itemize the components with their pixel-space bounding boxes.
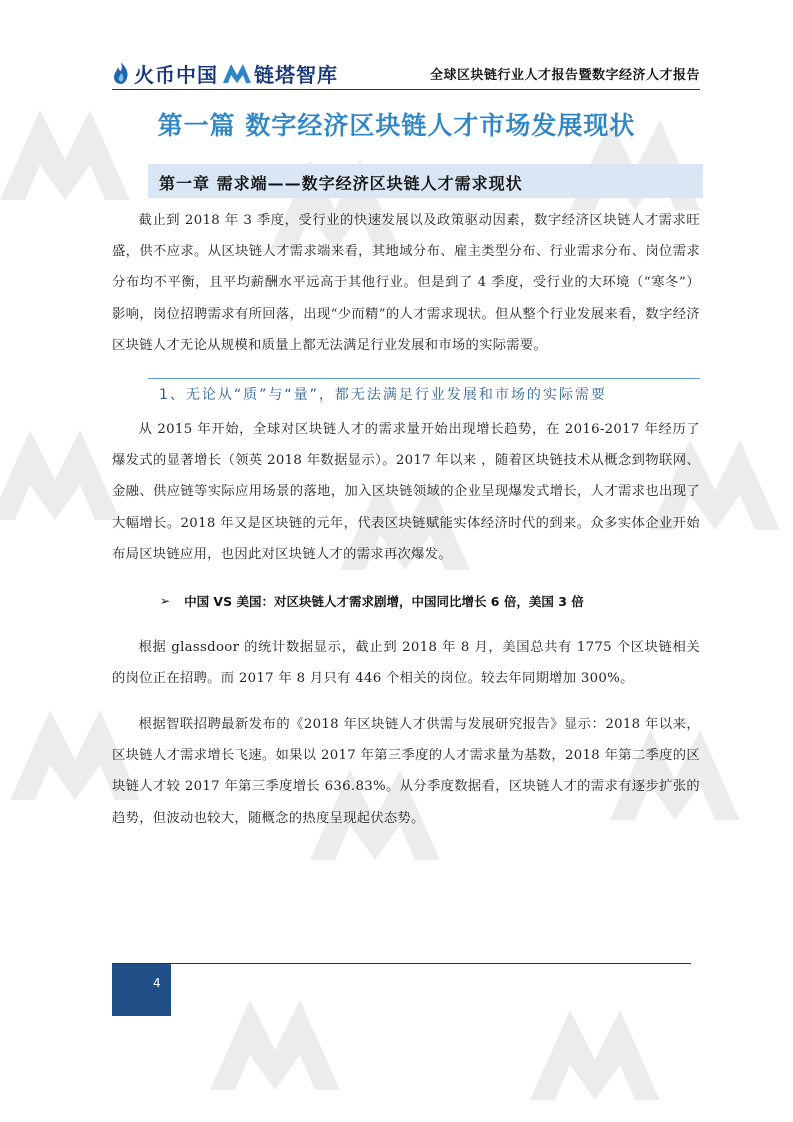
arrow-bullet-icon: ➢ <box>160 594 171 608</box>
footer-divider <box>112 963 691 964</box>
watermark-logo-icon <box>0 420 130 530</box>
bullet-point <box>160 592 584 610</box>
header-divider <box>112 89 700 90</box>
watermark-logo-icon <box>520 1000 670 1110</box>
section-heading: 1、无论从“质”与“量”，都无法满足行业发展和市场的实际需要 <box>159 387 607 403</box>
section-divider <box>148 378 700 379</box>
demand-growth-paragraph: 从 2015 年开始，全球对区块链人才的需求量开始出现增长趋势，在 2016-2017 年经历了爆发式的显著增长（领英 2018 年数据显示）。2017 年以来 ，随着区块链技术从概念到物联网、金融、供应链等实际应用场景的落地，加入区块链领域的企业呈现爆发式增长，人才需求也出现了大幅增长。2018 年又是区块链的元年，代表区块链赋能实体经济时代的到来。众多实体企业开始布局区块链应用，也因此对区块链人才的需求再次爆发。 <box>112 422 700 562</box>
bullet-text: 中国 VS 美国：对区块链人才需求剧增，中国同比增长 6 倍，美国 3 倍 <box>184 594 584 609</box>
report-title: 全球区块链行业人才报告暨数字经济人才报告 <box>429 68 700 83</box>
zhilian-paragraph: 根据智联招聘最新发布的《2018 年区块链人才供需与发展研究报告》显示：2018 年以来，区块链人才需求增长飞速。如果以 2017 年第三季度的人才需求量为基数，2018 年第二季度的区块链人才较 2017 年第三季度增长 636.83%。从分季度数据看，区块链人才的需求有逐步扩张的趋势，但波动也较大，随概念的热度呈现起伏态势。 <box>112 717 700 826</box>
page-number: 4 <box>153 976 161 990</box>
chapter-title: 第一章 需求端——数字经济区块链人才需求现状 <box>159 174 523 193</box>
watermark-logo-icon <box>200 990 350 1100</box>
chapter-banner <box>148 164 703 198</box>
logo-lianta-text: 链塔智库 <box>254 62 338 87</box>
intro-paragraph: 截止到 2018 年 3 季度，受行业的快速发展以及政策驱动因素，数字经济区块链人才需求旺盛，供不应求。从区块链人才需求端来看，其地域分布、雇主类型分布、行业需求分布、岗位需求分布均不平衡，且平均薪酬水平远高于其他行业。但是到了 4 季度，受行业的大环境（“寒冬”）影响，岗位招聘需求有所回落，出现“少而精”的人才需求现状。但从整个行业发展来看，数字经济区块链人才无论从规模和质量上都无法满足行业发展和市场的实际需要。 <box>112 213 700 353</box>
page-header <box>112 52 700 90</box>
logo-huobi-text: 火币中国 <box>134 62 218 87</box>
huobi-flame-icon <box>112 61 130 85</box>
part-title: 第一篇 数字经济区块链人才市场发展现状 <box>157 111 636 140</box>
lianta-mark-icon <box>222 62 252 84</box>
header-logo <box>112 58 338 88</box>
glassdoor-paragraph: 根据 glassdoor 的统计数据显示，截止到 2018 年 8 月，美国总共有 1775 个区块链相关的岗位正在招聘。而 2017 年 8 月只有 446 个相关的岗位。较去年同期增加 300%。 <box>112 640 700 687</box>
page-number-box <box>112 964 171 1016</box>
